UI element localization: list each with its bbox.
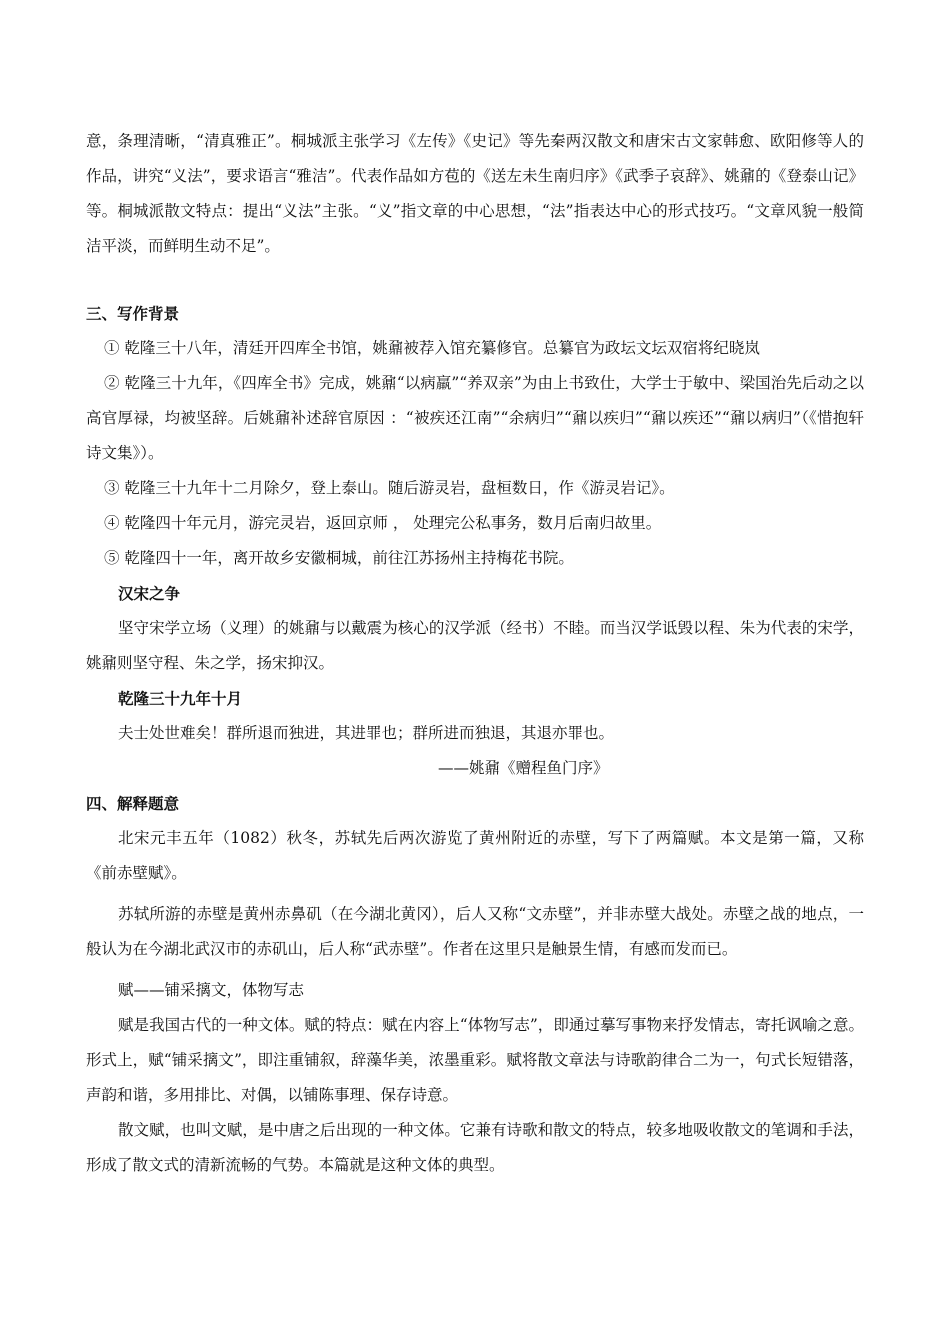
fu-definition-line: 赋——铺采摛文，体物写志 bbox=[118, 981, 305, 999]
han-song-paragraph: 坚守宋学立场（义理）的姚鼐与以戴震为核心的汉学派（经书）不睦。而当汉学诋毁以程、朱为代表的宋学，姚鼐则坚守程、朱之学，扬宋抑汉。 bbox=[86, 619, 864, 672]
subheading-qianlong-date: 乾隆三十九年十月 bbox=[118, 689, 243, 708]
quote-text: 夫士处世难矣！群所退而独进，其进罪也；群所进而独退，其退亦罪也。 bbox=[118, 724, 615, 742]
background-item-5: ⑤ 乾隆四十一年，离开故乡安徽桐城，前往江苏扬州主持梅花书院。 bbox=[104, 549, 574, 567]
subheading-han-song: 汉宋之争 bbox=[118, 584, 181, 603]
intro-paragraph: 意，条理清晰，“清真雅正”。桐城派主张学习《左传》《史记》等先秦两汉散文和唐宋古文家韩愈、欧阳修等人的作品，讲究“义法”，要求语言“雅洁”。代表作品如方苞的《送左未生南归序》《武季子哀辞》、姚鼐的《登泰山记》等。桐城派散文特点：提出“义法”主张。“义”指文章的中心思想，“法”指表达中心的形式技巧。“文章风貌一般简洁平淡，而鲜明生动不足”。 bbox=[86, 132, 864, 255]
title-meaning-paragraph-2: 苏轼所游的赤壁是黄州赤鼻矶（在今湖北黄冈），后人又称“文赤壁”，并非赤壁大战处。赤壁之战的地点，一般认为在今湖北武汉市的赤矶山，后人称“武赤壁”。作者在这里只是触景生情，有感而发而已。 bbox=[86, 905, 864, 958]
background-item-1: ① 乾隆三十八年，清廷开四库全书馆，姚鼐被荐入馆充纂修官。总纂官为政坛文坛双宿将纪晓岚 bbox=[104, 339, 760, 357]
background-item-3: ③ 乾隆三十九年十二月除夕，登上泰山。随后游灵岩，盘桓数日，作《游灵岩记》。 bbox=[104, 479, 675, 497]
quote-citation: ——姚鼐《赠程鱼门序》 bbox=[438, 759, 609, 777]
section-heading-background: 三、写作背景 bbox=[86, 304, 180, 323]
spacer bbox=[86, 264, 864, 296]
title-meaning-paragraph-1: 北宋元丰五年（1082）秋冬，苏轼先后两次游览了黄州附近的赤壁，写下了两篇赋。本文是第一篇，又称《前赤壁赋》。 bbox=[86, 829, 864, 882]
background-item-4: ④ 乾隆四十年元月，游完灵岩，返回京师 ， 处理完公私事务，数月后南归故里。 bbox=[104, 514, 662, 532]
background-item-2: ② 乾隆三十九年，《四库全书》完成，姚鼐“以病羸”“养双亲”为由上书致仕，大学士于敏中、梁国治先后动之以高官厚禄，均被坚辞。后姚鼐补述辞官原因 ：“被疾还江南”“余病归”“鼐以疾归”“鼐以疾还”“鼐以病归”（《惜抱轩诗文集》）。 bbox=[86, 374, 864, 462]
fu-paragraph: 赋是我国古代的一种文体。赋的特点：赋在内容上“体物写志”，即通过摹写事物来抒发情志，寄托讽喻之意。形式上，赋“铺采摛文”，即注重铺叙，辞藻华美，浓墨重彩。赋将散文章法与诗歌韵律合二为一，句式长短错落，声韵和谐，多用排比、对偶，以铺陈事理、保存诗意。 bbox=[86, 1016, 864, 1104]
section-heading-title-meaning: 四、解释题意 bbox=[86, 794, 180, 813]
prose-fu-paragraph: 散文赋，也叫文赋，是中唐之后出现的一种文体。它兼有诗歌和散文的特点，较多地吸收散文的笔调和手法，形成了散文式的清新流畅的气势。本篇就是这种文体的典型。 bbox=[86, 1121, 864, 1174]
